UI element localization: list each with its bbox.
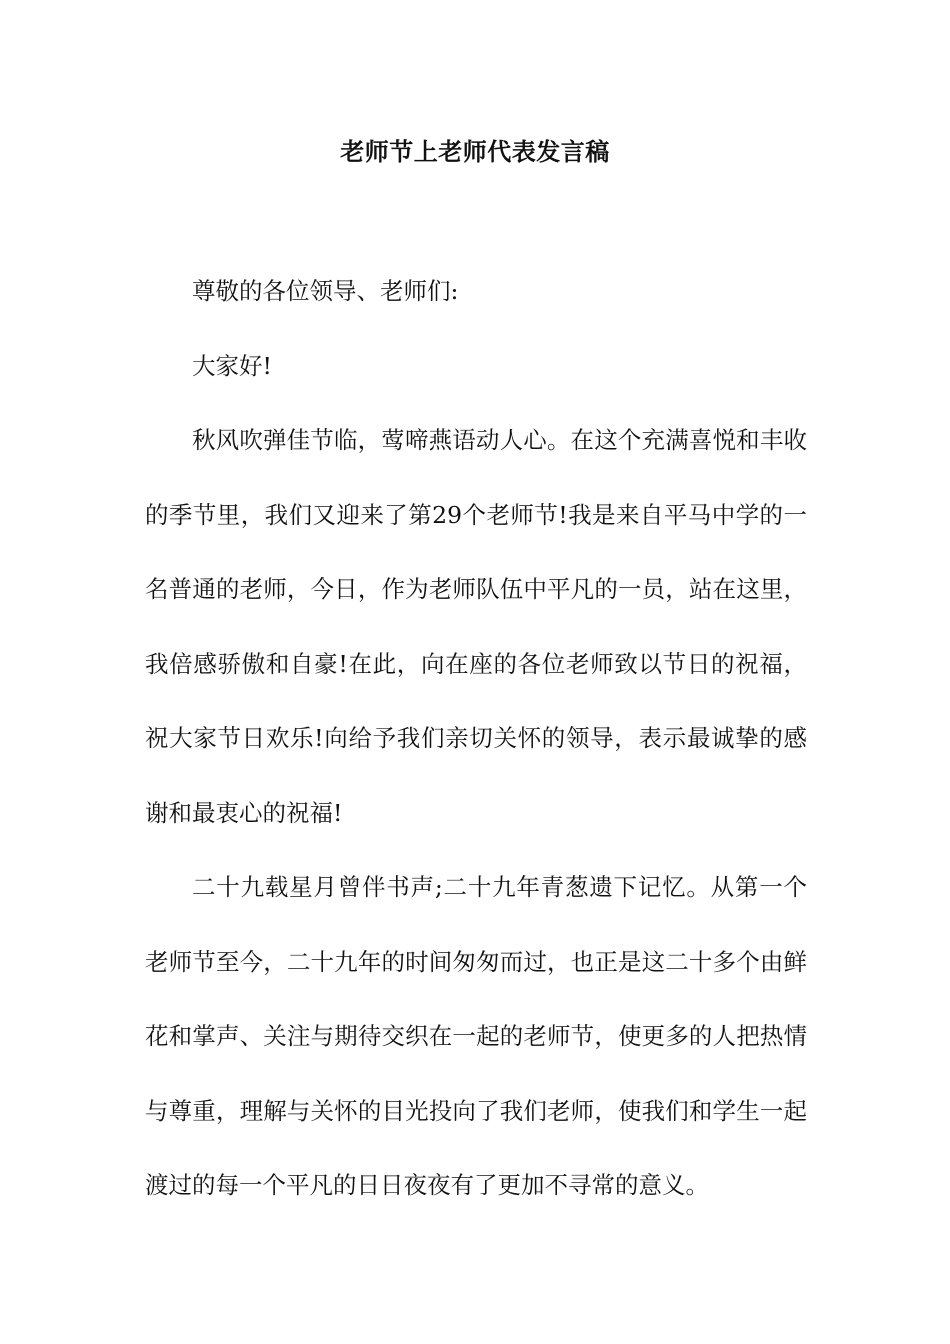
document-body xyxy=(145,254,807,1223)
greeting-paragraph: 大家好! xyxy=(192,351,272,380)
document-title: 老师节上老师代表发言稿 xyxy=(340,137,610,166)
body-paragraph-2: 二十九载星月曾伴书声;二十九年青葱遗下记忆。从第一个老师节至今，二十九年的时间匆匆而过，也正是这二十多个由鲜花和掌声、关注与期待交织在一起的老师节，使更多的人把热情与尊重，理解与关怀的目光投向了我们老师，使我们和学生一起渡过的每一个平凡的日日夜夜有了更加不寻常的意义。 xyxy=(145,873,807,1199)
body-paragraph-1: 秋风吹弹佳节临，莺啼燕语动人心。在这个充满喜悦和丰收的季节里，我们又迎来了第29个老师节!我是来自平马中学的一名普通的老师，今日，作为老师队伍中平凡的一员，站在这里，我倍感骄傲和自豪!在此，向在座的各位老师致以节日的祝福，祝大家节日欢乐!向给予我们亲切关怀的领导，表示最诚挚的感谢和最衷心的祝福! xyxy=(145,426,807,827)
salutation-paragraph: 尊敬的各位领导、老师们: xyxy=(192,277,459,305)
